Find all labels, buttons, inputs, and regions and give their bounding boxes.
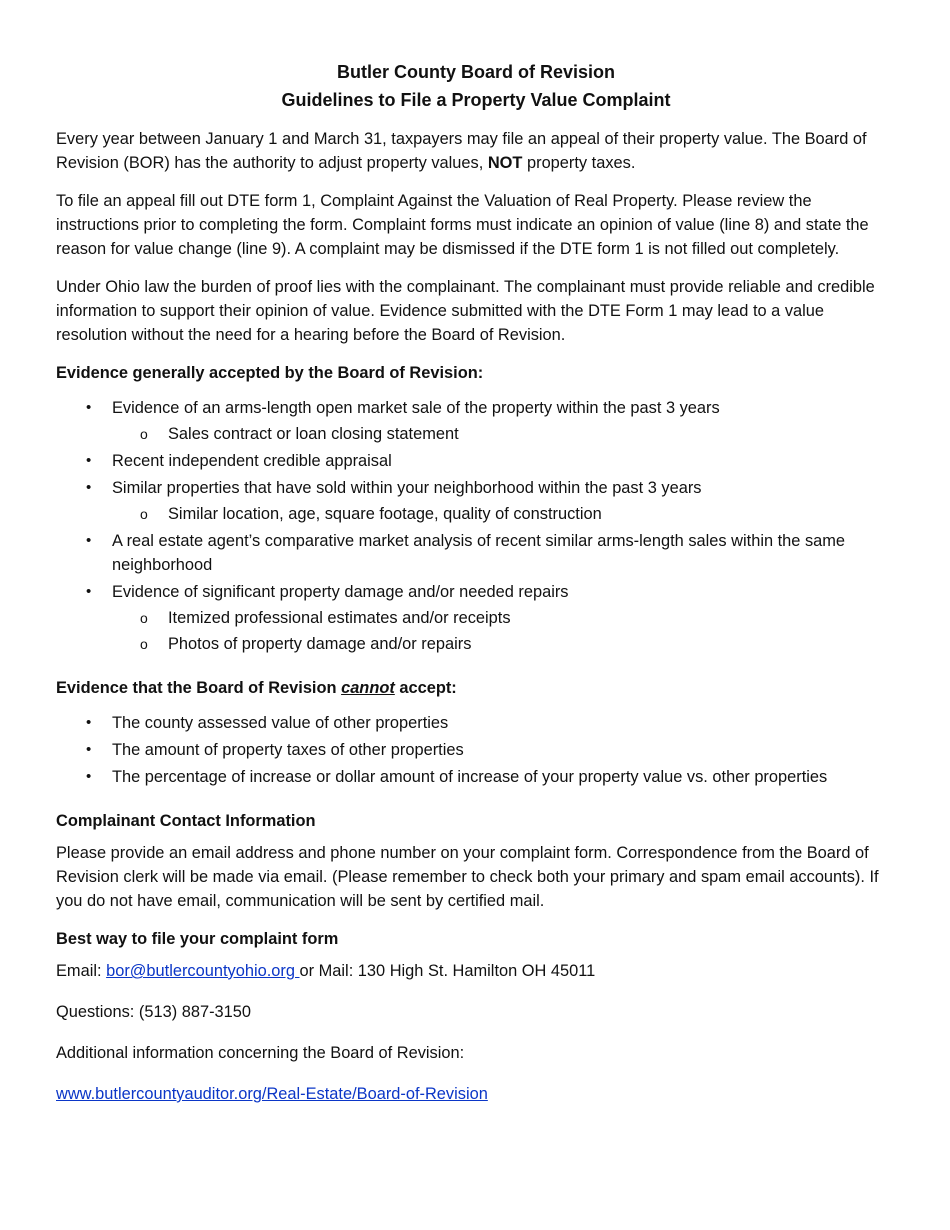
intro-paragraph-1 bbox=[56, 127, 896, 175]
intro-paragraph-3: Under Ohio law the burden of proof lies with the complainant. The complainant must provide reliable and credible information to support their opinion of value. Evidence submitted with the DTE Form 1 may lead to a value resolution without the need for a hearing before the Board of Revision. bbox=[56, 278, 875, 344]
sub-bullet-icon: o bbox=[140, 506, 148, 522]
website-link[interactable]: www.butlercountyauditor.org/Real-Estate/Board-of-Revision bbox=[56, 1085, 488, 1103]
sub-list bbox=[112, 422, 896, 446]
intro-p1-text: Every year between January 1 and March 31, taxpayers may file an appeal of their property value. The Board of Revision (BOR) has the authority to adjust property values, bbox=[56, 130, 867, 172]
sub-bullet-icon: o bbox=[140, 426, 148, 442]
list-item: • Evidence of significant property damage and/or needed repairs o Itemized professional estimates and/or receipts o Photos of property damage and/or repairs bbox=[56, 580, 896, 656]
bullet-icon: • bbox=[86, 532, 92, 549]
bullet-icon: • bbox=[86, 714, 92, 731]
contact-info-paragraph: Please provide an email address and phone number on your complaint form. Correspondence from the Board of Revision clerk will be made via email. (Please remember to check both your primary and spam email accounts). If you do not have email, communication will be sent by certified mail. bbox=[56, 844, 879, 910]
sub-list-item: o Sales contract or loan closing statement bbox=[112, 422, 896, 446]
list-item: • Similar properties that have sold within your neighborhood within the past 3 years o Similar location, age, square footage, quality of construction bbox=[56, 476, 896, 526]
sub-bullet-icon: o bbox=[140, 636, 148, 652]
bullet-icon: • bbox=[86, 452, 92, 469]
website-line bbox=[56, 1082, 896, 1106]
list-item: • A real estate agent’s comparative market analysis of recent similar arms-length sales within the same neighborhood bbox=[56, 529, 896, 577]
cannot-emphasis: cannot bbox=[341, 679, 395, 697]
questions-phone: Questions: (513) 887-3150 bbox=[56, 1003, 251, 1021]
intro-p1-text-end: property taxes. bbox=[522, 154, 636, 172]
bullet-icon: • bbox=[86, 583, 92, 600]
list-item: • The amount of property taxes of other properties bbox=[56, 738, 896, 762]
list-item: • Evidence of an arms-length open market sale of the property within the past 3 years o Sales contract or loan closing statement bbox=[56, 396, 896, 446]
sub-list-item: o Similar location, age, square footage, quality of construction bbox=[112, 502, 896, 526]
bullet-icon: • bbox=[86, 399, 92, 416]
bullet-icon: • bbox=[86, 741, 92, 758]
intro-p1-bold: NOT bbox=[487, 154, 523, 172]
sub-list bbox=[112, 502, 896, 526]
sub-list-item: o Itemized professional estimates and/or receipts bbox=[112, 606, 896, 630]
bullet-icon: • bbox=[86, 768, 92, 785]
title-line-2: Guidelines to File a Property Value Complaint bbox=[281, 90, 671, 110]
accepted-evidence-list bbox=[56, 396, 896, 656]
filing-contact-line: Email: bor@butlercountyohio.org or Mail: 130 High St. Hamilton OH 45011 bbox=[56, 962, 596, 980]
list-item: • The percentage of increase or dollar amount of increase of your property value vs. other properties bbox=[56, 765, 896, 789]
bullet-icon: • bbox=[86, 479, 92, 496]
additional-info-text: Additional information concerning the Board of Revision: bbox=[56, 1044, 465, 1062]
list-item: • Recent independent credible appraisal bbox=[56, 449, 896, 473]
email-link[interactable]: bor@butlercountyohio.org bbox=[106, 962, 300, 980]
accepted-evidence-heading: Evidence generally accepted by the Board of Revision: bbox=[56, 364, 484, 382]
document-title bbox=[56, 58, 896, 114]
not-accepted-evidence-heading: Evidence that the Board of Revision cannot accept: bbox=[56, 679, 457, 697]
not-accepted-evidence-list bbox=[56, 711, 896, 789]
contact-info-heading: Complainant Contact Information bbox=[56, 812, 316, 830]
list-item: • The county assessed value of other properties bbox=[56, 711, 896, 735]
sub-list bbox=[112, 606, 896, 656]
sub-list-item: o Photos of property damage and/or repairs bbox=[112, 632, 896, 656]
title-line-1: Butler County Board of Revision bbox=[336, 62, 615, 82]
filing-heading: Best way to file your complaint form bbox=[56, 930, 339, 948]
intro-paragraph-2: To file an appeal fill out DTE form 1, Complaint Against the Valuation of Real Property. Please review the instructions prior to completing the form. Complaint forms must indicate an opinion of value (line 8) and state the reason for value change (line 9). A complaint may be dismissed if the DTE form 1 is not filled out completely. bbox=[56, 192, 869, 258]
document-page bbox=[56, 58, 896, 1120]
sub-bullet-icon: o bbox=[140, 610, 148, 626]
